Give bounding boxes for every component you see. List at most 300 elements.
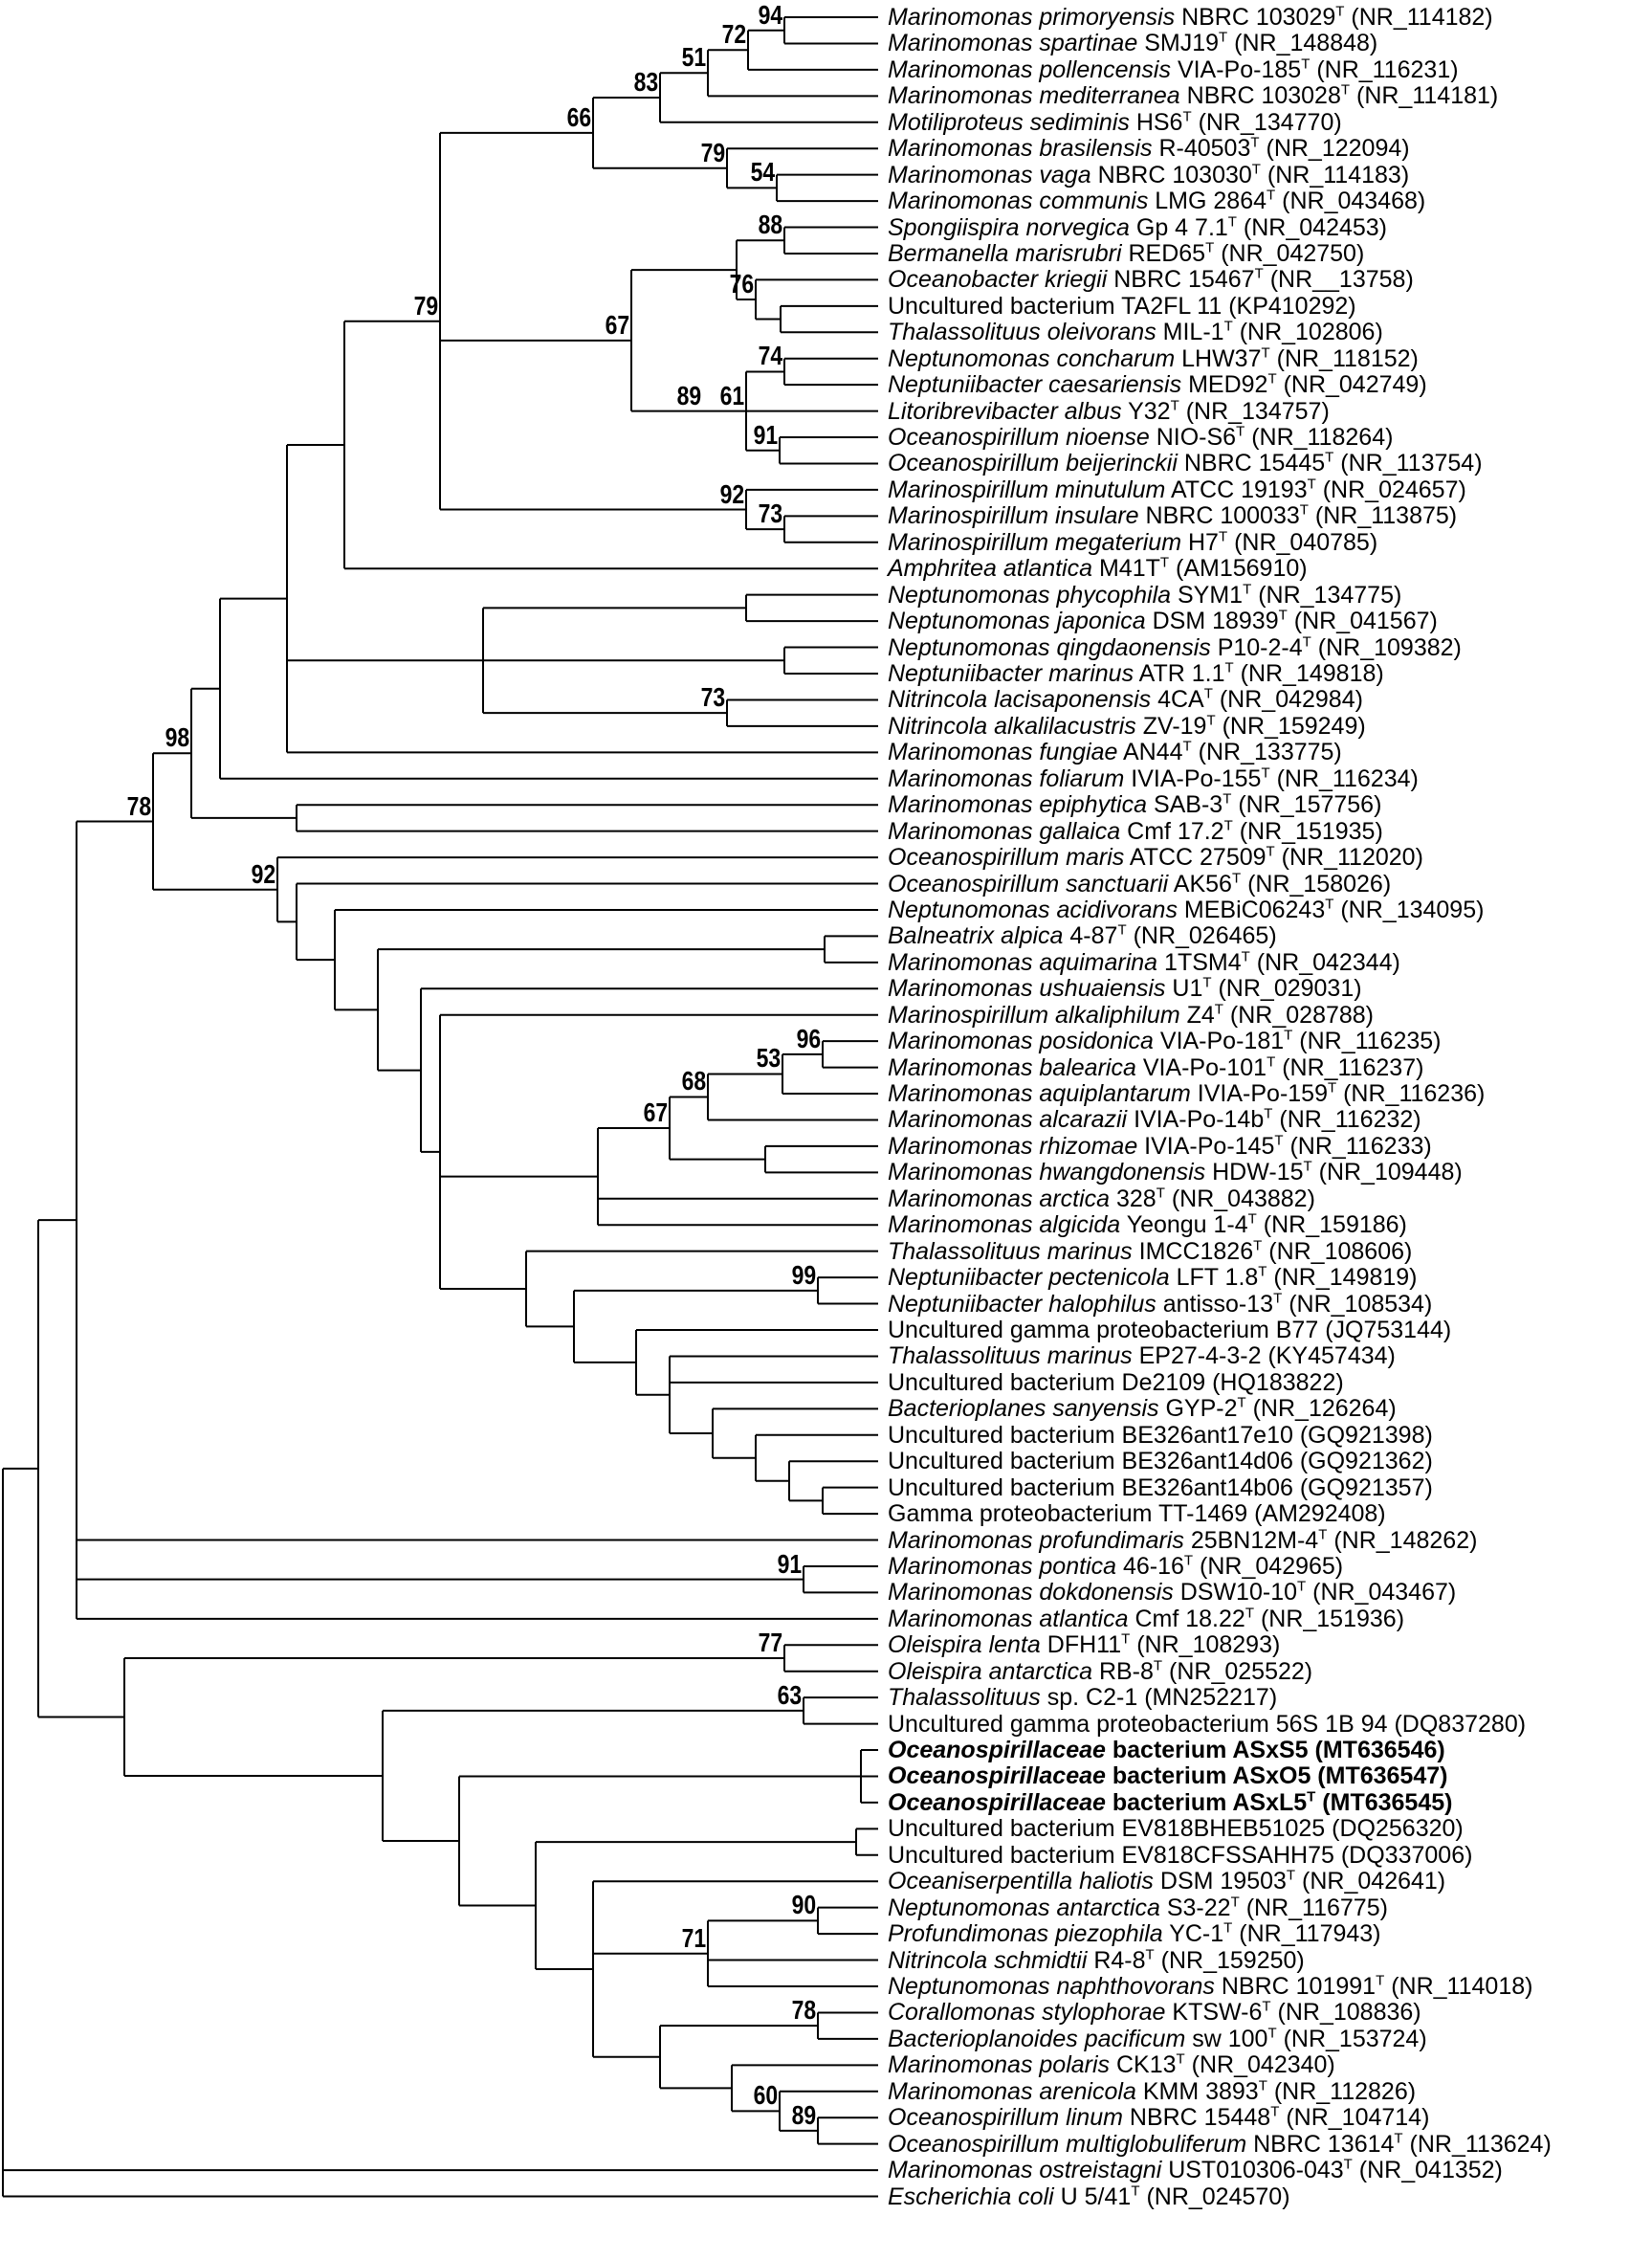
taxon-label: [888, 529, 1377, 556]
taxon-species-name: Neptunomonas antarctica: [888, 1894, 1160, 1921]
taxon-accession: (NR_043882): [1171, 1185, 1315, 1212]
type-strain-mark: T: [1183, 1552, 1194, 1569]
taxon-accession: (NR_041567): [1293, 608, 1438, 635]
taxon-strain: P10-2-4: [1217, 633, 1303, 661]
taxon-species-name: Marinomonas pontica: [888, 1552, 1117, 1580]
taxon-accession: (NR_112020): [1281, 844, 1423, 872]
taxon-strain: M41T: [1098, 555, 1160, 583]
type-strain-mark: T: [1254, 266, 1264, 283]
taxon-accession: (NR_114018): [1391, 1973, 1533, 2000]
type-strain-mark: T: [1117, 922, 1127, 940]
taxon-accession: (JQ753144): [1325, 1317, 1452, 1343]
type-strain-mark: T: [1307, 1788, 1316, 1806]
taxon-label: [888, 1422, 1433, 1449]
bootstrap-value: 83: [633, 67, 658, 98]
taxon-strain: Yeongu 1-4: [1126, 1211, 1248, 1239]
type-strain-mark: T: [1156, 1185, 1165, 1202]
type-strain-mark: T: [1245, 1605, 1254, 1622]
taxon-strain: NBRC 13614: [1253, 2130, 1395, 2158]
taxon-label: [888, 1028, 1442, 1054]
taxon-label: [888, 2026, 1427, 2052]
taxon-species-name: Motiliproteus sediminis: [888, 108, 1130, 136]
taxon-strain: MIL-1: [1162, 319, 1224, 346]
type-strain-mark: T: [1182, 738, 1192, 755]
taxon-strain: NBRC 101991: [1221, 1973, 1377, 2000]
taxon-label: [888, 1789, 1452, 1816]
taxon-labels: [888, 0, 1643, 2260]
taxon-strain: HS6: [1135, 108, 1183, 136]
taxon-species-name: Oceanospirillum linum: [888, 2104, 1123, 2132]
taxon-strain: sw 100: [1192, 2025, 1268, 2052]
taxon-strain: IMCC1826: [1138, 1237, 1254, 1265]
bootstrap-value: 53: [756, 1043, 781, 1074]
taxon-species-name: Profundimonas piezophila: [888, 1920, 1163, 1948]
taxon-label: [888, 686, 1363, 713]
taxon-strain: NBRC 100033: [1145, 502, 1300, 530]
bootstrap-value: 88: [758, 210, 782, 240]
taxon-label: [888, 2157, 1503, 2183]
taxon-strain: NBRC 15448: [1129, 2104, 1271, 2132]
taxon-label: [888, 4, 1493, 31]
taxon-label: [888, 2051, 1335, 2078]
bootstrap-value: 73: [758, 499, 782, 529]
taxon-label: [888, 1527, 1477, 1554]
type-strain-mark: T: [1203, 686, 1213, 703]
bootstrap-value: 79: [700, 137, 725, 167]
taxon-label: [888, 476, 1466, 503]
taxon-label: [888, 109, 1342, 136]
taxon-label: [888, 450, 1483, 476]
taxon-accession: (NR_148848): [1234, 30, 1378, 57]
type-strain-mark: T: [1205, 239, 1215, 256]
bootstrap-value: 91: [753, 419, 778, 450]
taxon-label: [888, 1395, 1397, 1422]
taxon-strain: NBRC 15445: [1183, 450, 1326, 477]
type-strain-mark: T: [1231, 870, 1242, 887]
taxon-strain: Gamma proteobacterium TT-1469: [888, 1500, 1248, 1528]
taxon-strain: AK56: [1173, 870, 1232, 897]
taxon-species-name: Marinomonas fungiae: [888, 739, 1118, 766]
taxon-strain: Gp 4 7.1: [1135, 213, 1228, 241]
taxon-strain: Uncultured bacterium BE326ant14b06: [888, 1473, 1293, 1501]
taxon-strain: VIA-Po-101: [1142, 1053, 1267, 1081]
taxon-accession: (NR_108836): [1277, 1999, 1421, 2027]
taxon-accession: (NR_108293): [1136, 1631, 1281, 1659]
taxon-species-name: Marinomonas foliarum: [888, 764, 1125, 792]
bootstrap-value: 94: [758, 0, 782, 30]
type-strain-mark: T: [1214, 1001, 1223, 1018]
taxon-label: [888, 162, 1409, 188]
bootstrap-value: 92: [251, 858, 275, 889]
taxon-accession: (NR_134775): [1258, 581, 1402, 609]
taxon-accession: (NR_108606): [1268, 1237, 1413, 1265]
taxon-accession: (NR_148262): [1333, 1526, 1478, 1554]
taxon-accession: (NR_042453): [1243, 213, 1388, 241]
taxon-accession: (NR_116237): [1282, 1053, 1424, 1081]
taxon-label: [888, 1369, 1344, 1396]
taxon-accession: (NR_157756): [1238, 791, 1382, 819]
taxon-accession: (KY457434): [1267, 1342, 1396, 1370]
type-strain-mark: T: [1267, 2025, 1277, 2042]
taxon-species-name: Corallomonas stylophorae: [888, 1999, 1166, 2027]
taxon-label: [888, 1684, 1277, 1711]
bootstrap-value: 71: [681, 1922, 706, 1953]
taxon-strain: 328: [1115, 1185, 1156, 1212]
taxon-accession: (NR_024657): [1322, 476, 1466, 503]
type-strain-mark: T: [1131, 2182, 1140, 2200]
bootstrap-value: 90: [791, 1890, 816, 1920]
taxon-strain: 4CA: [1157, 686, 1204, 714]
taxon-accession: (NR_114182): [1351, 4, 1493, 31]
taxon-strain: 4-87: [1069, 922, 1118, 950]
type-strain-mark: T: [1267, 187, 1276, 204]
taxon-accession: (DQ337006): [1340, 1841, 1473, 1869]
taxon-strain: SMJ19: [1144, 30, 1220, 57]
type-strain-mark: T: [1202, 974, 1212, 991]
bootstrap-value: 54: [750, 157, 775, 188]
bootstrap-value: 96: [796, 1023, 821, 1053]
taxon-accession: (AM156910): [1176, 555, 1308, 583]
type-strain-mark: T: [1267, 370, 1277, 388]
taxon-label: [888, 214, 1387, 241]
type-strain-mark: T: [1266, 843, 1275, 860]
taxon-accession: (NR_109382): [1317, 633, 1462, 661]
taxon-label: [888, 818, 1383, 845]
taxon-species-name: Escherichia coli: [888, 2182, 1054, 2210]
taxon-accession: (NR_159186): [1263, 1211, 1407, 1239]
bootstrap-value: 67: [605, 309, 629, 340]
type-strain-mark: T: [1223, 1919, 1233, 1937]
taxon-strain: H7: [1187, 528, 1219, 556]
taxon-strain: U1: [1172, 975, 1203, 1003]
taxon-species-name: Marinomonas balearica: [888, 1053, 1136, 1081]
taxon-accession: (NR_158026): [1247, 870, 1392, 897]
taxon-species-name: Thalassolituus marinus: [888, 1237, 1133, 1265]
taxon-strain: DSW10-10: [1179, 1579, 1297, 1606]
type-strain-mark: T: [1335, 3, 1345, 20]
type-strain-mark: T: [1270, 2103, 1280, 2120]
taxon-species-name: Oleispira antarctica: [888, 1657, 1092, 1685]
taxon-species-name: Marinospirillum insulare: [888, 502, 1139, 530]
bootstrap-value: 73: [700, 682, 725, 713]
taxon-accession: (NR_116234): [1276, 764, 1419, 792]
taxon-species-name: Nitrincola lacisaponensis: [888, 686, 1152, 714]
taxon-strain: VIA-Po-181: [1159, 1028, 1285, 1055]
taxon-label: [888, 1815, 1464, 1842]
taxon-strain: Uncultured bacterium De2109: [888, 1368, 1206, 1396]
taxon-species-name: Oceanospirillum nioense: [888, 424, 1150, 452]
taxon-label: [888, 345, 1419, 372]
taxon-label: [888, 424, 1393, 451]
taxon-species-name: Marinomonas vaga: [888, 161, 1091, 188]
taxon-strain: 25BN12M-4: [1190, 1526, 1319, 1554]
taxon-accession: (DQ256320): [1332, 1815, 1464, 1843]
taxon-species-name: Marinomonas atlantica: [888, 1605, 1129, 1632]
taxon-species-name: Oceanospirillum multiglobuliferum: [888, 2130, 1247, 2158]
taxon-species-name: Oleispira lenta: [888, 1631, 1041, 1659]
taxon-label: [888, 1973, 1532, 2000]
taxon-accession: (NR_116775): [1245, 1894, 1388, 1921]
taxon-accession: (NR_134095): [1340, 896, 1485, 923]
type-strain-mark: T: [1222, 790, 1232, 808]
taxon-strain: bacterium ASxL5: [1112, 1788, 1308, 1816]
taxon-species-name: Marinomonas epiphytica: [888, 791, 1147, 819]
type-strain-mark: T: [1258, 1263, 1267, 1280]
taxon-accession: (NR_043467): [1312, 1579, 1457, 1606]
type-strain-mark: T: [1325, 450, 1334, 467]
taxon-accession: (NR_117943): [1239, 1920, 1381, 1948]
type-strain-mark: T: [1121, 1630, 1131, 1648]
taxon-label: [888, 1317, 1451, 1343]
bootstrap-value: 77: [758, 1628, 782, 1657]
taxon-strain: Uncultured gamma proteobacterium 56S 1B 94: [888, 1710, 1388, 1738]
taxon-accession: (NR_116236): [1343, 1080, 1486, 1108]
taxon-strain: U 5/41: [1060, 2182, 1132, 2210]
taxon-accession: (NR_026465): [1133, 922, 1277, 950]
taxon-species-name: Oceanospirillaceae: [888, 1788, 1106, 1816]
taxon-species-name: Marinomonas algicida: [888, 1211, 1121, 1239]
taxon-species-name: Oceanospirillum sanctuarii: [888, 870, 1169, 897]
taxon-strain: Cmf 17.2: [1127, 817, 1224, 845]
taxon-accession: (MT636546): [1314, 1737, 1445, 1764]
taxon-accession: (NR_112826): [1273, 2077, 1417, 2105]
taxon-species-name: Marinomonas gallaica: [888, 817, 1121, 845]
taxon-accession: (NR_042340): [1191, 2051, 1335, 2079]
type-strain-mark: T: [1343, 2156, 1353, 2173]
taxon-species-name: Marinomonas primoryensis: [888, 4, 1176, 31]
taxon-accession: (MN252217): [1144, 1684, 1278, 1712]
taxon-accession: (NR_042749): [1283, 371, 1427, 399]
taxon-species-name: Marinomonas dokdonensis: [888, 1579, 1174, 1606]
taxon-strain: Uncultured bacterium BE326ant14d06: [888, 1448, 1293, 1475]
type-strain-mark: T: [1303, 1159, 1312, 1176]
taxon-label: [888, 739, 1342, 765]
type-strain-mark: T: [1153, 1657, 1163, 1674]
taxon-accession: (NR_153724): [1283, 2025, 1427, 2052]
taxon-accession: (GQ921357): [1299, 1473, 1433, 1501]
taxon-accession: (NR_151935): [1239, 817, 1383, 845]
taxon-accession: (HQ183822): [1212, 1368, 1344, 1396]
type-strain-mark: T: [1206, 712, 1216, 729]
taxon-strain: KMM 3893: [1142, 2077, 1259, 2105]
taxon-species-name: Amphritea atlantica: [888, 555, 1093, 583]
taxon-accession: (NR_118152): [1276, 344, 1419, 372]
taxon-species-name: Marinomonas communis: [888, 188, 1149, 215]
taxon-accession: (NR_043468): [1282, 188, 1426, 215]
taxon-strain: bacterium ASxO5: [1112, 1762, 1311, 1790]
taxon-label: [888, 844, 1423, 871]
taxon-label: [888, 1947, 1305, 1974]
taxon-strain: LMG 2864: [1155, 188, 1267, 215]
taxon-label: [888, 1238, 1412, 1265]
taxon-label: [888, 1474, 1433, 1501]
taxon-accession: (NR__13758): [1269, 266, 1414, 294]
taxon-strain: R-40503: [1158, 135, 1251, 163]
taxon-accession: (NR_042750): [1221, 239, 1365, 267]
taxon-label: [888, 582, 1401, 609]
taxon-strain: EP27-4-3-2: [1138, 1342, 1262, 1370]
taxon-accession: (NR_113624): [1409, 2130, 1552, 2158]
taxon-label: [888, 1500, 1386, 1527]
taxon-accession: (NR_116231): [1316, 55, 1459, 83]
taxon-strain: MEBiC06243: [1183, 896, 1326, 923]
taxon-label: [888, 1211, 1407, 1238]
type-strain-mark: T: [1224, 659, 1234, 676]
taxon-species-name: Neptuniibacter marinus: [888, 660, 1134, 687]
bootstrap-value: 91: [777, 1548, 802, 1579]
type-strain-mark: T: [1170, 397, 1179, 414]
taxon-accession: (NR_149819): [1273, 1264, 1418, 1292]
type-strain-mark: T: [1302, 633, 1311, 651]
taxon-species-name: Marinomonas mediterranea: [888, 82, 1180, 110]
taxon-species-name: Nitrincola alkalilacustris: [888, 712, 1136, 740]
taxon-species-name: Oceanospirillum maris: [888, 844, 1125, 872]
bootstrap-value: 76: [729, 268, 754, 299]
taxon-label: [888, 82, 1498, 109]
taxon-strain: AN44: [1123, 739, 1183, 766]
taxon-accession: (NR_113754): [1340, 450, 1483, 477]
taxon-accession: (NR_134757): [1185, 397, 1330, 425]
taxon-label: [888, 1002, 1374, 1029]
taxon-species-name: Marinomonas brasilensis: [888, 135, 1153, 163]
taxon-strain: NIO-S6: [1156, 424, 1237, 452]
taxon-species-name: Oceanobacter kriegii: [888, 266, 1108, 294]
type-strain-mark: T: [1219, 30, 1228, 47]
taxon-accession: (NR_042641): [1302, 1868, 1446, 1895]
type-strain-mark: T: [1327, 1079, 1337, 1097]
taxon-label: [888, 266, 1414, 293]
taxon-strain: MED92: [1188, 371, 1268, 399]
type-strain-mark: T: [1236, 423, 1245, 440]
taxon-label: [888, 765, 1419, 792]
type-strain-mark: T: [1218, 528, 1228, 545]
taxon-label: [888, 791, 1381, 818]
taxon-label: [888, 30, 1377, 56]
taxon-label: [888, 1133, 1432, 1160]
type-strain-mark: T: [1301, 55, 1311, 73]
taxon-accession: (NR_118264): [1251, 424, 1394, 452]
bootstrap-value: 98: [165, 722, 189, 753]
taxon-accession: (NR_116233): [1289, 1132, 1432, 1160]
taxon-label: [888, 188, 1425, 214]
taxon-label: [888, 1342, 1396, 1369]
taxon-label: [888, 1737, 1445, 1763]
type-strain-mark: T: [1394, 2130, 1403, 2147]
taxon-species-name: Neptuniibacter caesariensis: [888, 371, 1182, 399]
type-strain-mark: T: [1241, 948, 1250, 965]
type-strain-mark: T: [1230, 1894, 1240, 1911]
taxon-strain: ATCC 19193: [1170, 476, 1308, 503]
taxon-species-name: Thalassolituus oleivorans: [888, 319, 1156, 346]
taxon-label: [888, 1448, 1433, 1474]
type-strain-mark: T: [1307, 476, 1316, 493]
taxon-strain: CK13: [1116, 2051, 1177, 2079]
taxon-species-name: Marinomonas polaris: [888, 2051, 1111, 2079]
type-strain-mark: T: [1274, 1132, 1284, 1149]
taxon-accession: (NR_040785): [1234, 528, 1378, 556]
taxon-accession: (KP410292): [1228, 292, 1356, 320]
bootstrap-value: 60: [753, 2080, 778, 2111]
type-strain-mark: T: [1267, 1053, 1276, 1071]
taxon-accession: (NR_042984): [1219, 686, 1363, 714]
taxon-strain: IVIA-Po-159: [1197, 1080, 1328, 1108]
taxon-strain: LHW37: [1181, 344, 1262, 372]
taxon-species-name: Neptuniibacter halophilus: [888, 1290, 1156, 1318]
bootstrap-value: 79: [413, 290, 438, 321]
type-strain-mark: T: [1253, 1237, 1263, 1254]
type-strain-mark: T: [1227, 213, 1237, 231]
taxon-label: [888, 871, 1391, 897]
taxon-label: [888, 2078, 1416, 2105]
taxon-species-name: Spongiispira norvegica: [888, 213, 1130, 241]
taxon-strain: UST010306-043: [1168, 2157, 1344, 2184]
type-strain-mark: T: [1247, 1210, 1257, 1228]
taxon-strain: Uncultured bacterium EV818BHEB51025: [888, 1815, 1326, 1843]
taxon-strain: 46-16: [1122, 1552, 1184, 1580]
taxon-species-name: Bacterioplanes sanyensis: [888, 1395, 1159, 1423]
taxon-label: [888, 897, 1484, 923]
taxon-accession: (AM292408): [1254, 1500, 1386, 1528]
type-strain-mark: T: [1325, 896, 1334, 913]
taxon-accession: (NR_104714): [1286, 2104, 1430, 2132]
taxon-species-name: Marinomonas aquimarina: [888, 948, 1158, 976]
taxon-strain: 1TSM4: [1164, 948, 1242, 976]
taxon-strain: LFT 1.8: [1176, 1264, 1259, 1292]
taxon-label: [888, 371, 1427, 398]
taxon-accession: (NR_113875): [1314, 502, 1458, 530]
taxon-label: [888, 1999, 1421, 2026]
taxon-strain: IVIA-Po-155: [1131, 764, 1262, 792]
taxon-species-name: Marinomonas alcarazii: [888, 1106, 1128, 1134]
taxon-strain: Uncultured bacterium BE326ant17e10: [888, 1421, 1293, 1449]
taxon-strain: VIA-Po-185: [1177, 55, 1302, 83]
taxon-accession: (NR_126264): [1252, 1395, 1397, 1423]
taxon-label: [888, 319, 1383, 345]
taxon-label: [888, 1291, 1432, 1318]
taxon-accession: (MT636545): [1322, 1788, 1453, 1816]
taxon-species-name: Marinomonas rhizomae: [888, 1132, 1138, 1160]
taxon-species-name: Marinomonas arctica: [888, 1185, 1111, 1212]
taxon-accession: (NR_041352): [1358, 2157, 1503, 2184]
taxon-strain: Uncultured bacterium EV818CFSSAHH75: [888, 1841, 1334, 1869]
taxon-species-name: Oceanospirillaceae: [888, 1737, 1106, 1764]
type-strain-mark: T: [1318, 1526, 1328, 1543]
taxon-label: [888, 1185, 1315, 1212]
taxon-species-name: Marinomonas ushuaiensis: [888, 975, 1166, 1003]
type-strain-mark: T: [1145, 1946, 1155, 1963]
type-strain-mark: T: [1182, 108, 1192, 125]
type-strain-mark: T: [1297, 1579, 1307, 1596]
taxon-label: [888, 56, 1459, 83]
taxon-label: [888, 1920, 1381, 1947]
taxon-label: [888, 398, 1330, 425]
taxon-label: [888, 240, 1364, 267]
type-strain-mark: T: [1286, 1867, 1296, 1884]
type-strain-mark: T: [1299, 502, 1309, 520]
taxon-strain: ZV-19: [1142, 712, 1207, 740]
bootstrap-value: 66: [566, 101, 591, 132]
taxon-strain: DSM 18939: [1152, 608, 1279, 635]
type-strain-mark: T: [1273, 1290, 1283, 1307]
bootstrap-value: 63: [777, 1679, 802, 1710]
taxon-species-name: Neptunomonas acidivorans: [888, 896, 1178, 923]
taxon-label: [888, 1106, 1421, 1133]
taxon-species-name: Neptunomonas qingdaonensis: [888, 633, 1211, 661]
taxon-species-name: Marinospirillum alkaliphilum: [888, 1001, 1180, 1029]
taxon-strain: KTSW-6: [1172, 1999, 1263, 2027]
taxon-accession: (MT636547): [1317, 1762, 1448, 1790]
taxon-accession: (NR_159250): [1160, 1946, 1305, 1974]
